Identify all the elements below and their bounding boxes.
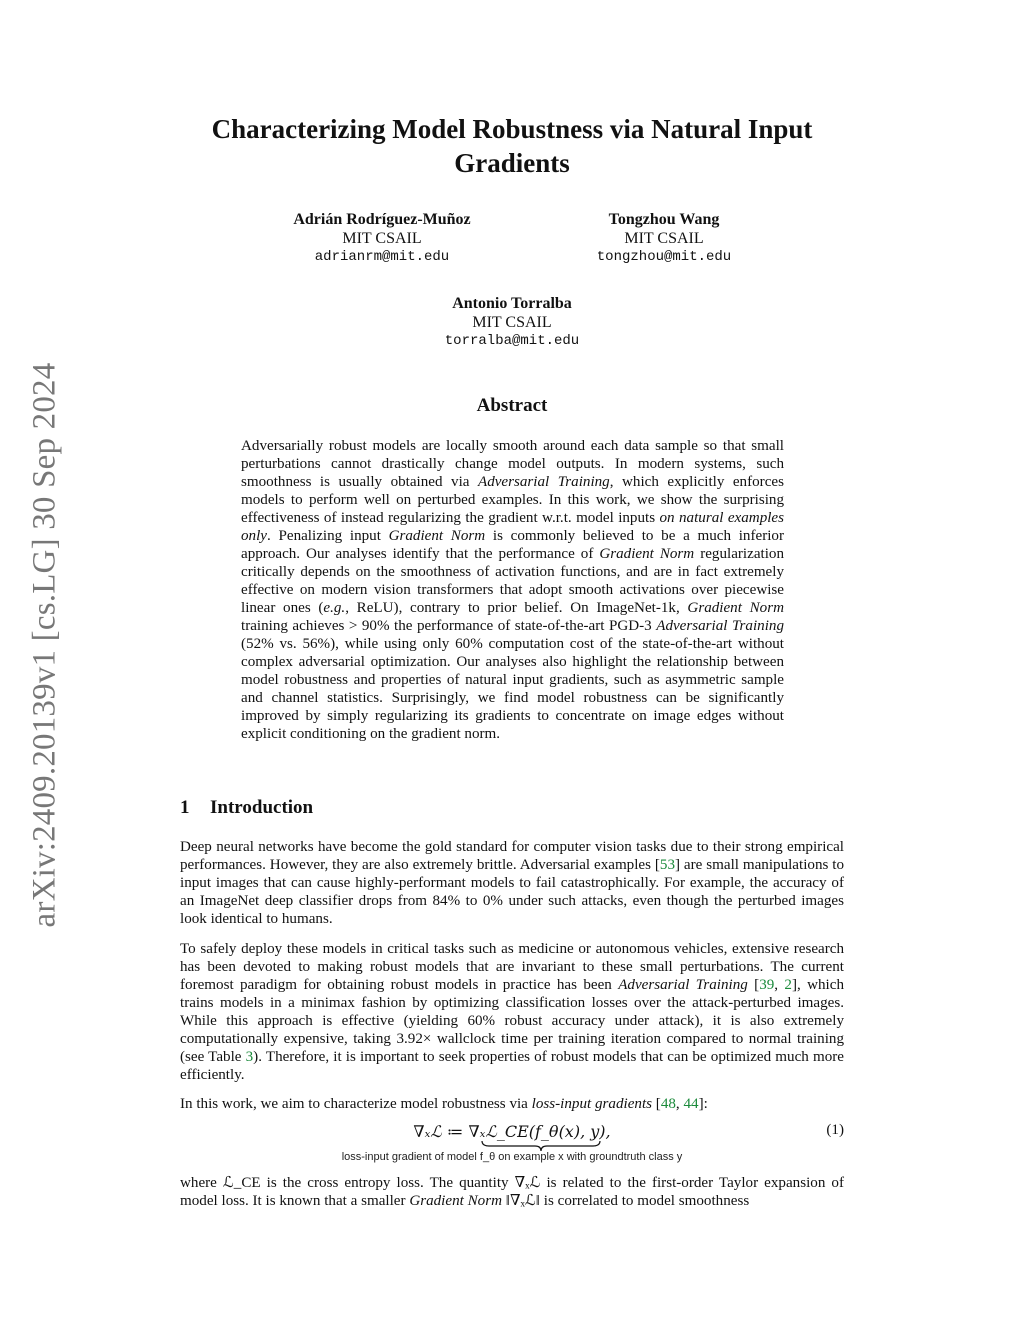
author-name: Tongzhou Wang — [608, 211, 720, 228]
author-block-1 — [262, 211, 502, 267]
intro-paragraph-1: Deep neural networks have become the gold standard for computer vision tasks due to their strong empirical performances. However, they are also extremely brittle. Adversarial examples [53] are small manipulations to input images that can cause highly-performant models to fail catastrophically. For example, the accuracy of an ImageNet deep classifier drops from 84% to 0% under such attacks, even though the perturbed images look identical to humans. — [180, 839, 844, 927]
author-email[interactable]: adrianrm@mit.edu — [314, 249, 450, 265]
section-title: Introduction — [210, 797, 314, 818]
author-affiliation: MIT CSAIL — [342, 229, 422, 247]
equation-number: (1) — [826, 1122, 844, 1138]
author-email[interactable]: tongzhou@mit.edu — [596, 249, 732, 265]
citation-link[interactable]: 44 — [683, 1096, 699, 1112]
section-heading — [180, 797, 313, 819]
abstract-text: Adversarially robust models are locally smooth around each data sample so that small perturbations cannot drastically change model outputs. In modern systems, such smoothness is usually obtained via Adversarial Training, which explicitly enforces models to perform well on perturbed examples. In this work, we show the surprising effectiveness of instead regularizing the gradient w.r.t. model inputs on natural examples only. Penalizing input Gradient Norm is commonly believed to be a much inferior approach. Our analyses identify that the performance of Gradient Norm regularization critically depends on the smoothness of activation functions, and are in fact extremely effective on modern vision transformers that adopt smooth activations over piecewise linear ones (e.g., ReLU), contrary to prior belief. On ImageNet-1k, Gradient Norm training achieves > 90% the performance of state-of-the-art PGD-3 Adversarial Training (52% vs. 56%), while using only 60% computation cost of the state-of-the-art without complex adversarial optimization. Our analyses also highlight the relationship between model robustness and properties of natural input gradients, such as asymmetric sample and channel statistics. Surprisingly, we find model robustness can be significantly improved by simply regularizing its gradients to concentrate on image edges without explicit conditioning on the gradient norm. — [241, 438, 785, 742]
arxiv-id-text: arXiv:2409.20139v1 [cs.LG] 30 Sep 2024 — [26, 362, 63, 928]
author-name: Antonio Torralba — [452, 295, 572, 312]
author-block-3 — [412, 295, 612, 351]
equation-annotation: loss-input gradient of model f_θ on example x with groundtruth class y — [341, 1151, 683, 1163]
intro-paragraph-4: where ℒ_CE is the cross entropy loss. The quantity ∇ₓℒ is related to the first-order Taylor expansion of model loss. It is known that a smaller Gradient Norm ‖∇ₓℒ‖ is correlated to model smoothness — [180, 1175, 844, 1209]
citation-link[interactable]: 2 — [784, 977, 792, 993]
equation-1 — [180, 1120, 844, 1170]
citation-link[interactable]: 48 — [660, 1096, 676, 1112]
section-number: 1 — [180, 797, 190, 818]
abstract-heading: Abstract — [476, 395, 548, 416]
intro-paragraph-3: In this work, we aim to characterize model robustness via loss-input gradients [48, 44]: — [180, 1096, 708, 1112]
citation-link[interactable]: 39 — [759, 977, 775, 993]
author-affiliation: MIT CSAIL — [624, 229, 704, 247]
arxiv-identifier — [28, 350, 62, 940]
paper-title: Characterizing Model Robustness via Natural Input Gradients — [211, 114, 813, 178]
author-block-2 — [564, 211, 764, 267]
author-affiliation: MIT CSAIL — [472, 313, 552, 331]
author-name: Adrián Rodríguez-Muñoz — [293, 211, 471, 228]
citation-link[interactable]: 53 — [659, 857, 676, 873]
author-email[interactable]: torralba@mit.edu — [444, 333, 580, 349]
table-reference-link[interactable]: 3 — [245, 1049, 254, 1065]
equation-formula: ∇ₓℒ ≔ ∇ₓℒ_CE(f_θ(x), y), — [413, 1122, 611, 1141]
intro-paragraph-2: To safely deploy these models in critical tasks such as medicine or autonomous vehicles, extensive research has been devoted to making robust models that are invariant to these small perturbations. The current foremost paradigm for obtaining robust models in practice has been Adversarial Training [39, 2], which trains models in a minimax fashion by optimizing classification losses over the attack-perturbed images. While this approach is effective (yielding 60% robust accuracy under attack), it is also extremely computationally expensive, taking 3.92× wallclock time per training iteration compared to normal training (see Table 3). Therefore, it is important to seek properties of robust models that can be optimized much more efficiently. — [180, 941, 844, 1083]
